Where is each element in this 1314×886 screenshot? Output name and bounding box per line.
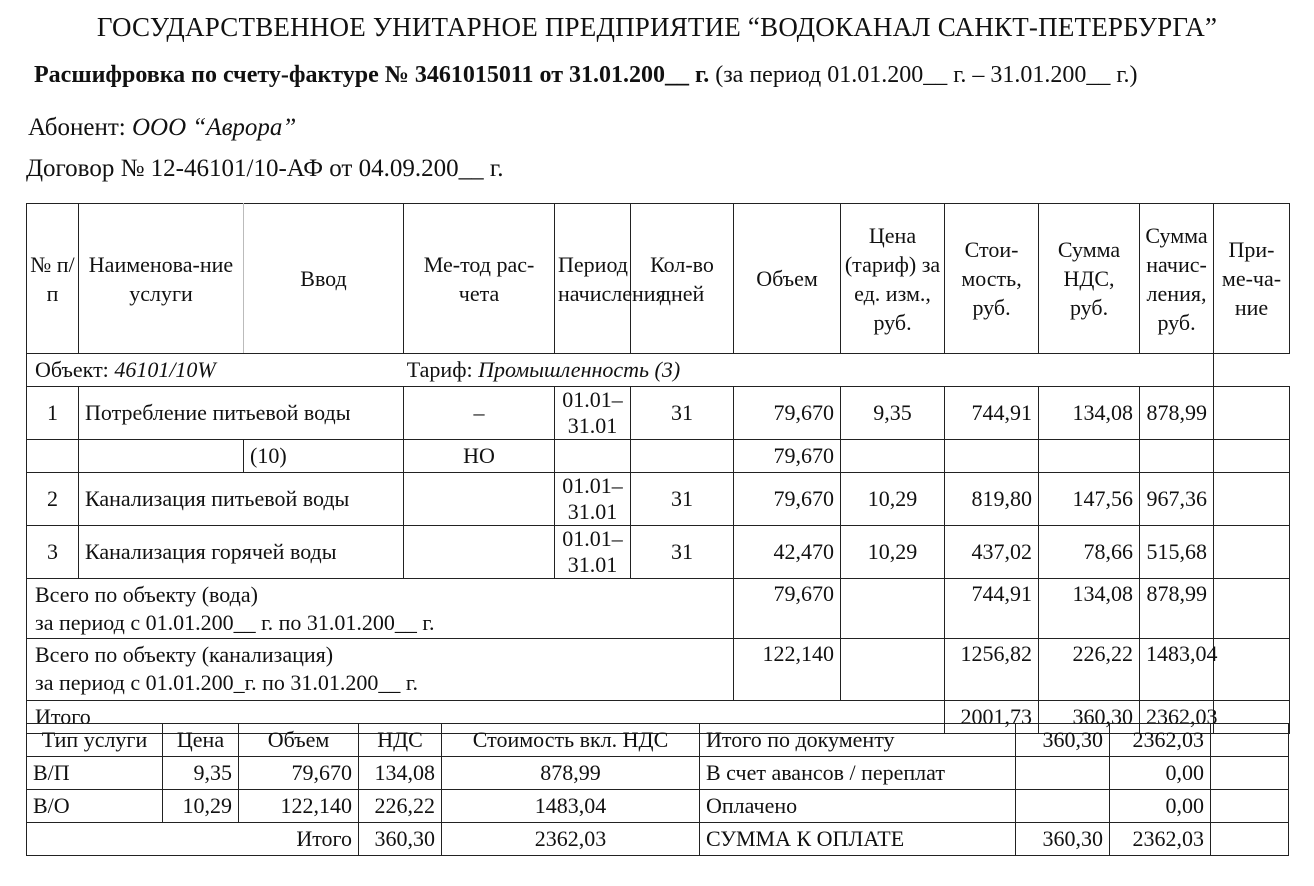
total-water-volume: 79,670	[734, 579, 841, 639]
row-volume: 79,670	[734, 440, 841, 473]
advances-label: В счет авансов / переплат	[700, 757, 1016, 790]
paid-label: Оплачено	[700, 790, 1016, 823]
total-water-label: Всего по объекту (вода)	[35, 582, 258, 607]
amount-due-label: СУММА К ОПЛАТЕ	[700, 823, 1016, 856]
summary-header-price: Цена	[163, 724, 239, 757]
subscriber	[28, 114, 296, 142]
row-volume: 79,670	[734, 473, 841, 526]
row-days: 31	[631, 387, 734, 440]
row-price: 9,35	[841, 387, 945, 440]
object-row	[27, 354, 1290, 387]
subscriber-label: Абонент:	[28, 114, 132, 141]
row-vat: 78,66	[1039, 526, 1140, 579]
summary-header-vat: НДС	[359, 724, 442, 757]
amount-due-vat: 360,30	[1016, 823, 1110, 856]
row-price: 10,29	[841, 526, 945, 579]
row-input: (10)	[244, 440, 404, 473]
row-note	[1214, 387, 1290, 440]
total-water-charge: 878,99	[1140, 579, 1214, 639]
doc-total-vat: 360,30	[1016, 724, 1110, 757]
invoice-period: (за период 01.01.200__ г. – 31.01.200__ г.)	[709, 62, 1138, 88]
organization-name: ГОСУДАРСТВЕННОЕ УНИТАРНОЕ ПРЕДПРИЯТИЕ “ВОДОКАНАЛ САНКТ-ПЕТЕРБУРГА”	[96, 12, 1218, 42]
total-water-cost: 744,91	[945, 579, 1039, 639]
col-header-cost: Стои-мость, руб.	[945, 204, 1039, 354]
row-volume: 79,670	[734, 387, 841, 440]
row-days: 31	[631, 526, 734, 579]
total-water-period: за период с 01.01.200__ г. по 31.01.200__ г.	[35, 610, 435, 635]
breakdown-table	[26, 203, 1290, 734]
summary-row	[27, 757, 1289, 790]
row-method: НО	[404, 440, 555, 473]
col-header-volume: Объем	[734, 204, 841, 354]
row-volume: 42,470	[734, 526, 841, 579]
doc-total-label: Итого по документу	[700, 724, 1016, 757]
summary-header-cost: Стоимость вкл. НДС	[442, 724, 700, 757]
row-cost: 744,91	[945, 387, 1039, 440]
row-charge: 967,36	[1140, 473, 1214, 526]
row-service: Канализация горячей воды	[79, 526, 404, 579]
grand-total-label: Итого	[27, 701, 945, 734]
row-num: 1	[27, 387, 79, 440]
summary-vat: 134,08	[359, 757, 442, 790]
summary-header-volume: Объем	[239, 724, 359, 757]
row-days: 31	[631, 473, 734, 526]
summary-total-label: Итого	[27, 823, 359, 856]
subscriber-name: ООО “Аврора”	[131, 114, 297, 141]
advances-sum: 0,00	[1110, 757, 1211, 790]
summary-row	[27, 790, 1289, 823]
invoice-title: Расшифровка по счету-фактуре № 3461015011 от 31.01.200__ г.	[34, 62, 710, 88]
row-service: Потребление питьевой воды	[79, 387, 404, 440]
tariff-label: Тариф:	[406, 357, 479, 382]
col-header-note: При-ме-ча-ние	[1214, 204, 1290, 354]
col-header-num: № п/п	[27, 204, 79, 354]
summary-total-row	[27, 823, 1289, 856]
col-header-service: Наименова-ние услуги	[79, 204, 244, 354]
row-cost: 437,02	[945, 526, 1039, 579]
table-row	[27, 387, 1290, 440]
row-period: 01.01–31.01	[555, 526, 631, 579]
grand-total-vat: 360,30	[1039, 701, 1140, 734]
summary-price: 10,29	[163, 790, 239, 823]
row-service: Канализация питьевой воды	[79, 473, 404, 526]
paid-vat	[1016, 790, 1110, 823]
col-header-period-visible: Период начисления	[555, 204, 631, 354]
grand-total-cost: 2001,73	[945, 701, 1039, 734]
summary-header-type: Тип услуги	[27, 724, 163, 757]
total-water-row	[27, 579, 1290, 639]
col-header-price: Цена (тариф) за ед. изм., руб.	[841, 204, 945, 354]
grand-total-charge: 2362,03	[1140, 701, 1214, 734]
table-row	[27, 473, 1290, 526]
advances-vat	[1016, 757, 1110, 790]
tariff-value: Промышленность (3)	[478, 357, 681, 382]
summary-cost: 878,99	[442, 757, 700, 790]
summary-type: В/О	[27, 790, 163, 823]
total-sewer-cost: 1256,82	[945, 639, 1039, 701]
summary-total-cost: 2362,03	[442, 823, 700, 856]
summary-total-vat: 360,30	[359, 823, 442, 856]
summary-cost: 1483,04	[442, 790, 700, 823]
row-num: 2	[27, 473, 79, 526]
total-sewer-row	[27, 639, 1290, 701]
table-header-row	[27, 204, 1290, 354]
total-sewer-label: Всего по объекту (канализация)	[35, 642, 334, 667]
col-header-input: Ввод	[244, 204, 404, 354]
row-vat: 147,56	[1039, 473, 1140, 526]
total-sewer-volume: 122,140	[734, 639, 841, 701]
object-value: 46101/10W	[114, 357, 216, 382]
row-charge: 878,99	[1140, 387, 1214, 440]
summary-table	[26, 723, 1289, 856]
paid-sum: 0,00	[1110, 790, 1211, 823]
object-label: Объект:	[35, 357, 115, 382]
row-charge: 515,68	[1140, 526, 1214, 579]
table-row	[27, 526, 1290, 579]
col-header-days: Кол-во дней	[631, 204, 734, 354]
contract-line: Договор № 12-46101/10-АФ от 04.09.200__ г.	[26, 155, 504, 182]
total-sewer-charge: 1483,04	[1140, 639, 1214, 701]
row-method: –	[404, 387, 555, 440]
row-cost: 819,80	[945, 473, 1039, 526]
summary-vat: 226,22	[359, 790, 442, 823]
total-sewer-vat: 226,22	[1039, 639, 1140, 701]
col-header-method: Ме-тод рас-чета	[404, 204, 555, 354]
summary-type: В/П	[27, 757, 163, 790]
total-water-vat: 134,08	[1039, 579, 1140, 639]
table-row-input	[27, 440, 1290, 473]
amount-due-sum: 2362,03	[1110, 823, 1211, 856]
summary-header-row	[27, 724, 1289, 757]
row-price: 10,29	[841, 473, 945, 526]
row-period: 01.01–31.01	[555, 387, 631, 440]
summary-volume: 122,140	[239, 790, 359, 823]
col-header-charge: Сумма начис-ления, руб.	[1140, 204, 1214, 354]
row-period: 01.01–31.01	[555, 473, 631, 526]
doc-total-sum: 2362,03	[1110, 724, 1211, 757]
col-header-vat: Сумма НДС, руб.	[1039, 204, 1140, 354]
row-vat: 134,08	[1039, 387, 1140, 440]
row-num: 3	[27, 526, 79, 579]
summary-price: 9,35	[163, 757, 239, 790]
total-sewer-period: за период с 01.01.200_г. по 31.01.200__ г.	[35, 670, 418, 695]
summary-volume: 79,670	[239, 757, 359, 790]
document-title	[34, 62, 1137, 89]
